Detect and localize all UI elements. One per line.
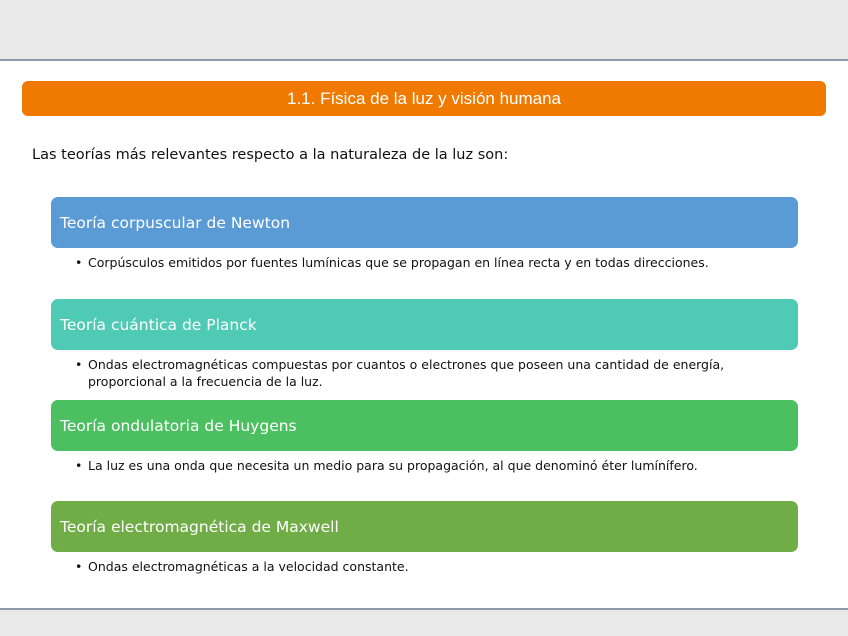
theory-title: Teoría cuántica de Planck — [60, 315, 257, 334]
slide-title — [22, 81, 826, 116]
bullet-icon: • — [75, 255, 83, 270]
intro-text: Las teorías más relevantes respecto a la naturaleza de la luz son: — [32, 147, 509, 163]
bullet-icon: • — [75, 458, 83, 473]
bullet-text: Ondas electromagnéticas a la velocidad constante. — [88, 559, 409, 574]
bullet-icon: • — [75, 357, 83, 372]
theory-header — [51, 501, 798, 552]
theory-header — [51, 400, 798, 451]
slide-title-text: 1.1. Física de la luz y visión humana — [286, 88, 562, 108]
theory-title: Teoría ondulatoria de Huygens — [60, 416, 297, 435]
bullet-text: Ondas electromagnéticas compuestas por cuantos o electrones que poseen una cantidad de energía, proporcional a la frecuencia de la luz. — [88, 357, 725, 389]
theory-header — [51, 197, 798, 248]
theory-title: Teoría corpuscular de Newton — [60, 213, 291, 232]
theory-newton — [51, 197, 798, 271]
bottom-toolbar — [0, 608, 848, 636]
slide — [0, 61, 848, 608]
theory-planck — [51, 299, 798, 390]
theory-huygens — [51, 400, 798, 474]
top-toolbar — [0, 0, 848, 61]
theory-title: Teoría electromagnética de Maxwell — [60, 517, 339, 536]
bullet-text: Corpúsculos emitidos por fuentes lumínicas que se propagan en línea recta y en todas direcciones. — [88, 255, 709, 270]
theory-bullet — [51, 356, 795, 390]
bullet-icon: • — [75, 559, 83, 574]
theory-bullet — [51, 558, 795, 575]
bullet-text: La luz es una onda que necesita un medio para su propagación, al que denominó éter lumínífero. — [88, 458, 698, 473]
theory-bullet — [51, 254, 795, 271]
theory-bullet — [51, 457, 795, 474]
theory-header — [51, 299, 798, 350]
theory-maxwell — [51, 501, 798, 575]
